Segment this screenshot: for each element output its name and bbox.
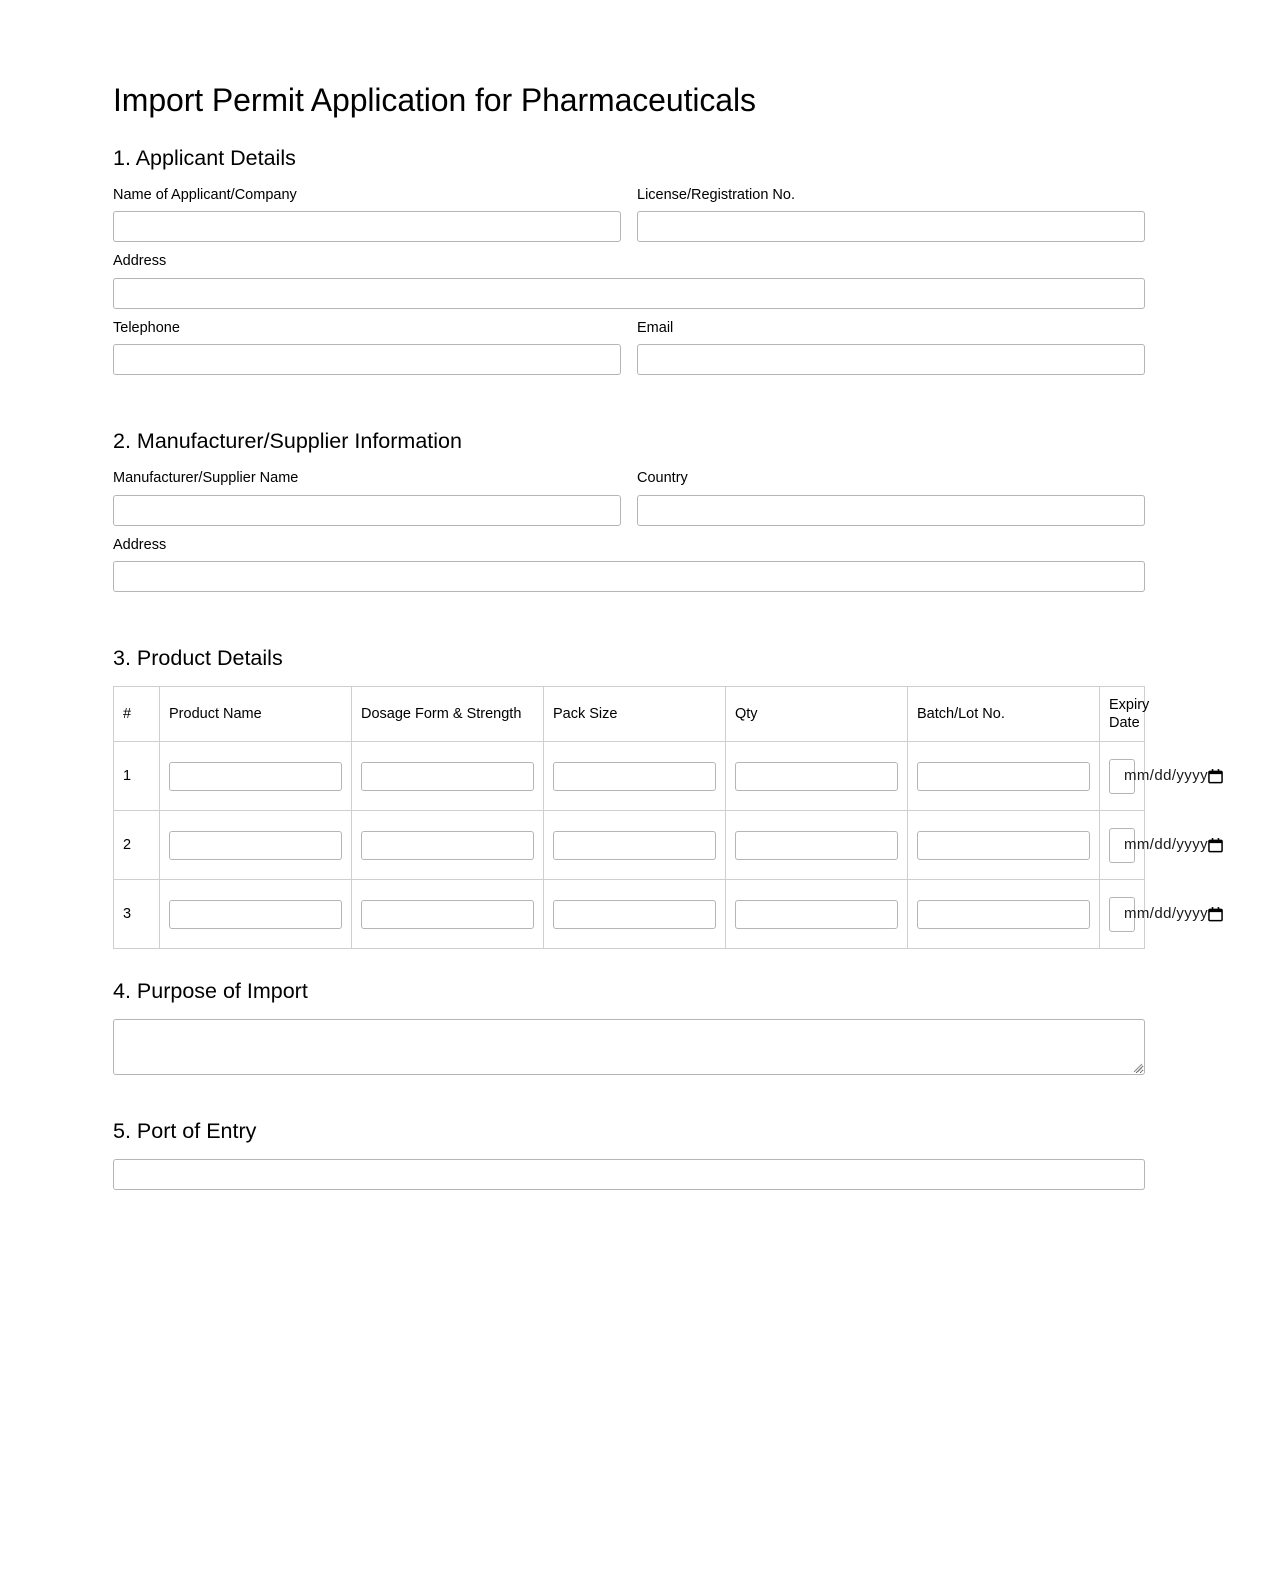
section-port-of-entry (113, 1119, 1145, 1190)
field-license-no (637, 186, 1145, 243)
calendar-icon[interactable] (1208, 768, 1223, 784)
label-manufacturer-name: Manufacturer/Supplier Name (113, 470, 299, 487)
cell-batch-lot (908, 880, 1100, 949)
cell-pack-size (544, 742, 726, 811)
cell-pack-size (544, 811, 726, 880)
cell-expiry-date (1100, 811, 1209, 880)
col-pack-size: Pack Size (544, 687, 726, 742)
dosage-form-input-1[interactable] (361, 762, 534, 791)
product-table-body (114, 742, 1209, 949)
label-email: Email (637, 319, 674, 336)
col-qty: Qty (726, 687, 908, 742)
dosage-form-input-3[interactable] (361, 900, 534, 929)
country-input[interactable] (637, 495, 1145, 526)
spacer-4 (113, 1075, 1145, 1119)
row-index: 3 (114, 880, 160, 949)
manufacturer-row-1 (113, 469, 1145, 526)
field-manufacturer-address (113, 536, 1145, 593)
field-telephone (113, 319, 621, 376)
calendar-icon[interactable] (1208, 837, 1223, 853)
expiry-date-placeholder-3: mm/dd/yyyy (1124, 904, 1209, 922)
cell-pack-size (544, 880, 726, 949)
applicant-address-input[interactable] (113, 278, 1145, 309)
applicant-row-1 (113, 186, 1145, 243)
expiry-date-input-3[interactable] (1109, 897, 1209, 932)
batch-lot-input-1[interactable] (917, 762, 1090, 791)
cell-product-name (160, 742, 352, 811)
label-manufacturer-address: Address (113, 536, 167, 553)
calendar-icon[interactable] (1208, 906, 1223, 922)
table-row (114, 811, 1145, 880)
row-index: 1 (114, 742, 160, 811)
row-index: 2 (114, 811, 160, 880)
section-heading-applicant: 1. Applicant Details (113, 145, 296, 170)
batch-lot-input-2[interactable] (917, 831, 1090, 860)
label-license-no: License/Registration No. (637, 186, 795, 203)
spacer-1 (113, 385, 1145, 429)
page-title: Import Permit Application for Pharmaceuticals (113, 82, 756, 118)
col-product-name: Product Name (160, 687, 352, 742)
product-name-input-1[interactable] (169, 762, 342, 791)
qty-input-3[interactable] (735, 900, 898, 929)
col-index: # (114, 687, 160, 742)
pack-size-input-3[interactable] (553, 900, 716, 929)
license-no-input[interactable] (637, 211, 1145, 242)
field-email (637, 319, 1145, 376)
cell-qty (726, 742, 908, 811)
cell-batch-lot (908, 811, 1100, 880)
purpose-textarea-wrapper (113, 1019, 1145, 1075)
cell-expiry-date (1100, 880, 1209, 949)
cell-qty (726, 880, 908, 949)
field-applicant-address (113, 252, 1145, 309)
table-row (114, 880, 1145, 949)
product-details-table (113, 686, 1209, 949)
label-country: Country (637, 470, 688, 487)
product-name-input-2[interactable] (169, 831, 342, 860)
cell-product-name (160, 880, 352, 949)
spacer-2 (113, 602, 1145, 646)
field-manufacturer-name (113, 469, 621, 526)
manufacturer-address-input[interactable] (113, 561, 1145, 592)
purpose-of-import-textarea[interactable] (113, 1019, 1145, 1075)
port-of-entry-input[interactable] (113, 1159, 1145, 1190)
telephone-input[interactable] (113, 344, 621, 375)
applicant-row-2 (113, 319, 1145, 376)
cell-product-name (160, 811, 352, 880)
label-applicant-address: Address (113, 253, 167, 270)
section-applicant-details (113, 146, 1145, 375)
manufacturer-name-input[interactable] (113, 495, 621, 526)
pack-size-input-2[interactable] (553, 831, 716, 860)
col-batch-lot: Batch/Lot No. (908, 687, 1100, 742)
expiry-date-input-2[interactable] (1109, 828, 1209, 863)
section-heading-product: 3. Product Details (113, 646, 283, 671)
col-dosage-form: Dosage Form & Strength (352, 687, 544, 742)
expiry-date-placeholder-1: mm/dd/yyyy (1124, 766, 1209, 784)
qty-input-2[interactable] (735, 831, 898, 860)
spacer-3 (113, 949, 1145, 979)
cell-dosage-form (352, 742, 544, 811)
cell-dosage-form (352, 811, 544, 880)
product-table-head (114, 687, 1150, 742)
label-telephone: Telephone (113, 319, 180, 336)
applicant-name-input[interactable] (113, 211, 621, 242)
batch-lot-input-3[interactable] (917, 900, 1090, 929)
qty-input-1[interactable] (735, 762, 898, 791)
product-name-input-3[interactable] (169, 900, 342, 929)
field-applicant-name (113, 186, 621, 243)
section-product-details (113, 646, 1209, 949)
table-row (114, 742, 1145, 811)
dosage-form-input-2[interactable] (361, 831, 534, 860)
product-table-header-row (114, 687, 1145, 742)
section-heading-port: 5. Port of Entry (113, 1119, 257, 1144)
col-expiry-date: Expiry Date (1100, 687, 1145, 742)
section-purpose-of-import (113, 979, 1145, 1075)
label-applicant-name: Name of Applicant/Company (113, 186, 297, 203)
cell-qty (726, 811, 908, 880)
expiry-date-placeholder-2: mm/dd/yyyy (1124, 835, 1209, 853)
cell-batch-lot (908, 742, 1100, 811)
expiry-date-input-1[interactable] (1109, 759, 1209, 794)
field-country (637, 469, 1145, 526)
section-heading-manufacturer: 2. Manufacturer/Supplier Information (113, 429, 462, 454)
email-input[interactable] (637, 344, 1145, 375)
cell-dosage-form (352, 880, 544, 949)
section-manufacturer-info (113, 429, 1145, 592)
cell-expiry-date (1100, 742, 1209, 811)
pack-size-input-1[interactable] (553, 762, 716, 791)
section-heading-purpose: 4. Purpose of Import (113, 979, 308, 1004)
